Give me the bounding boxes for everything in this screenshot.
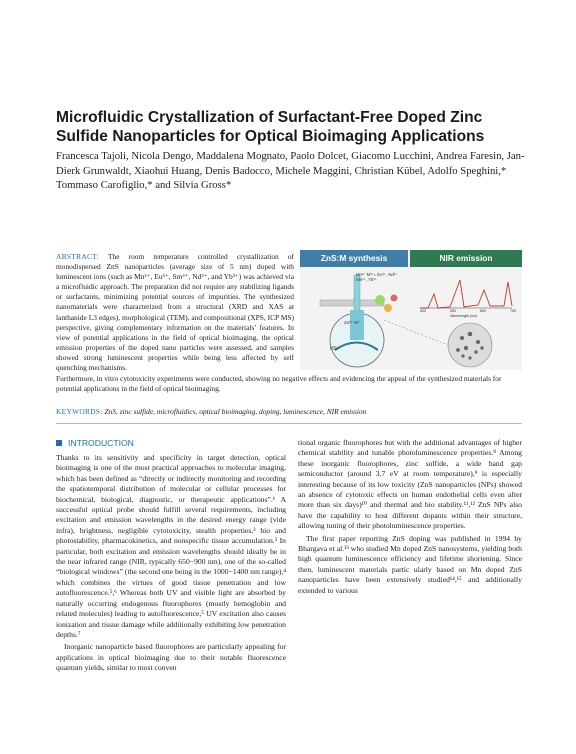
keywords-text: ZnS, zinc sulfide, microfluidics, optical bioimaging, doping, luminescence, NIR emission <box>104 407 367 416</box>
toc-ions-label: Mn²⁺ M³⁺= Eu³⁺, Nd³⁺ Sm³⁺, Yb³⁺ <box>356 272 398 282</box>
toc-hs-label: HS⁻ <box>330 346 340 352</box>
toc-axis-ticks <box>420 309 516 313</box>
tick-label: 400 <box>420 309 426 313</box>
tick-label: 550 <box>450 309 456 313</box>
section-heading <box>56 438 134 448</box>
section-divider <box>56 423 522 424</box>
intro-right-column <box>298 438 522 596</box>
toc-axis-title: Wavelength (nm) <box>450 314 478 318</box>
toc-zn-label: Zn²⁺ M⁺ <box>344 320 361 325</box>
abstract-continuation: Furthermore, in vitro cytotoxicity experiments were conducted, showing no negative effects and evidencing the appeal of the synthesized materials for potential applications in the field of optical bioimaging. <box>56 374 502 394</box>
intro-paragraph: Thanks to its sensitivity and specificity in target detection, optical bioimaging is one of the most practical approaches to molecular imaging, which has been defined as “directly or indirectly monitoring and recording the spatiotemporal distribution of molecular or cellular processes for biochemical, biological, diagnostic, or therapeutic applications”.¹ A successful optical probe should fulfill several requirements, including excitation and emission wavelengths in the desired energy range (vide infra), brightness, negligible cytotoxicity, stealth properties,² bio and photostability, pharmacokinetics, and nonspecific tissue accumulation.³ In particular, both excitation and emission wavelengths should ideally be in the near infrared range (NIR, typically 650−900 nm), one of the so-called “biological windows” (the second one being in the 1000−1400 nm range),⁴ which combines the virtues of good tissue penetration and low autofluorescence.⁵,⁶ Whereas both UV and visible light are absorbed by naturally occurring endogenous fluorophores (mostly hemoglobin and related molecules) leading to autofluorescence,⁵ UV excitation also causes ionization and tissue damage while additionally exhibiting low penetration depths.⁷ <box>56 453 286 639</box>
toc-left-header: ZnS:M synthesis <box>320 253 388 263</box>
intro-paragraph: Inorganic nanoparticle based fluorophores are particularly appealing for applications in optical bioimaging due to their notable fluorescence quantum yields, similar to most conven <box>56 642 286 673</box>
particle-icon <box>375 295 385 305</box>
keywords <box>56 407 522 417</box>
abstract-label: ABSTRACT: <box>56 252 99 261</box>
abstract-text: The room temperature controlled crystallization of monodispersed ZnS nanoparticles (average size of 5 nm) doped with luminescent ions (such as Mn²⁺, Eu³⁺, Sm³⁺, Nd³⁺, and Yb³⁺) was achieved via a microfluidic approach. The preparation did not require any stabilizing ligands or surfactants, minimizing potential sources of impurities. The synthesized nanomaterials were characterized from a structural (XRD and XAS at lanthanide L3 edges), morphological (TEM), and compositional (XPS, ICP MS) perspective, giving complementary information on the materials’ features. In view of potential applications in the field of optical bioimaging, the optical emission properties of the doped nano particles were assessed, and samples showed strong luminescent properties while being less affected by self quenching mechanisms. <box>56 252 294 373</box>
toc-right-header: NIR emission <box>439 253 493 263</box>
section-title: INTRODUCTION <box>68 438 134 448</box>
keywords-label: KEYWORDS: <box>56 407 103 416</box>
intro-paragraph: tional organic fluorophores but with the additional advantages of higher chemical stability and tunable photoluminescence properties.⁸ Among these inorganic fluorophores, zinc sulfide, a wide band gap semiconductor (around 3.7 eV at room temperature),⁹ is especially interesting because of its low toxicity (ZnS nanoparticles (NPs) showed an absence of cytotoxic effects on human endothelial cells even after more than six days)¹⁰ and thermal and bio stability.¹¹,¹² ZnS NPs also have the capability to host different dopants within their structure, allowing tuning of their photoluminescence properties. <box>298 438 522 531</box>
tick-label: 700 <box>510 309 516 313</box>
tem-image <box>448 323 492 367</box>
section-square-icon <box>56 440 62 446</box>
abstract <box>56 252 294 373</box>
article-title: Microfluidic Crystallization of Surfactant-Free Doped Zinc Sulfide Nanoparticles for Optical Bioimaging Applications <box>56 109 485 145</box>
intro-left-column <box>56 453 286 674</box>
toc-graphic <box>300 250 522 370</box>
intro-paragraph: The first paper reporting ZnS doping was published in 1994 by Bhargava et al.¹³ who studied Mn doped ZnS nanosystems, yielding both high quantum luminescence efficiency and lifetime shortening. Since then, luminescent materials partic ularly based on Mn doped ZnS nanoparticles have been extensively studied¹⁴,¹⁵ and additionally extended to various <box>298 533 522 595</box>
author-list: Francesca Tajoli, Nicola Dengo, Maddalena Mognato, Paolo Dolcet, Giacomo Lucchini, Andrea Faresin, Jan-Dierk Grunwaldt, Xiaohui Huang, Denis Badocco, Michele Maggini, Christian Kübel, Adolfo Speghini,* Tommaso Carofiglio,* and Silvia Gross* <box>56 150 525 192</box>
tick-label: 600 <box>480 309 486 313</box>
